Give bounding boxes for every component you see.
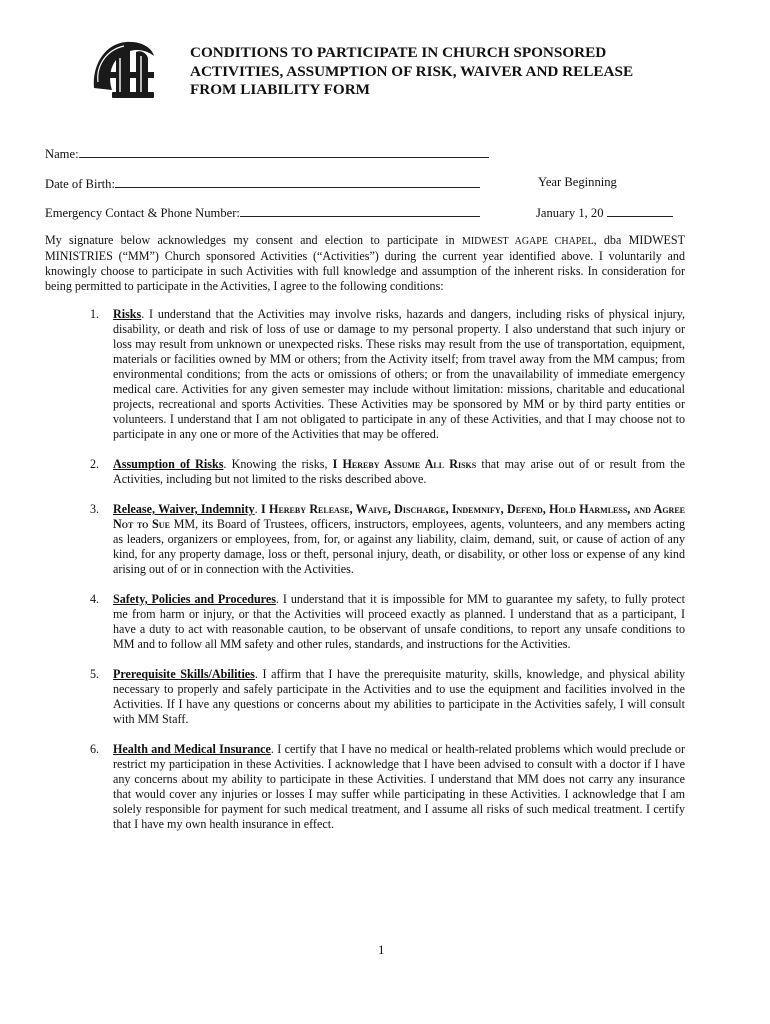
condition-safety-policies: 4. Safety, Policies and Procedures. I understand that it is impossible for MM to guarantee my safety, to fully protect me from harm or injury, or that the Activities will proceed exactly as planned. I understand that as a participant, I have a duty to act with reasonable caution, to be observant of unsafe conditions, to report any unsafe conditions to MM and to follow all MM safety and other rules, standards, and instructions for the Activities. bbox=[90, 592, 686, 651]
dob-input-line[interactable] bbox=[115, 175, 480, 188]
title-line-3: FROM LIABILITY FORM bbox=[190, 81, 371, 98]
condition-risks: 1. Risks. I understand that the Activities may involve risks, hazards and dangers, including risks of physical injury, disability, or death and risk of loss of use or damage to my personal property. I also understand that such injury or loss may result from unknown or unexpected risks. These risks may result from the use of transportation, equipment, materials or facilities owned by MM or others; from the Activity itself; from travel away from the MM campus; from environmental conditions; from the acts or omissions of others; or from the unavailability of immediate emergency medical care. Activities for any given semester may include without limitation: missions, charitable and educational projects, recreational and sports Activities. These Activities may be sponsored by MM or by third party entities or volunteers. I understand that I am not obligated to participate in any of these Activities, and that I may choose not to participate in any one or more of the Activities that may be offered. bbox=[90, 307, 685, 441]
dob-field bbox=[45, 175, 480, 192]
year-input-line[interactable] bbox=[607, 204, 673, 217]
church-logo-icon bbox=[86, 36, 162, 102]
name-field bbox=[45, 145, 489, 162]
condition-assumption-of-risks: 2. Assumption of Risks. Knowing the risks, I Hereby Assume All Risks that may arise out of or result from the Activities, including but not limited to the risks described above. bbox=[90, 457, 685, 486]
dob-label: Date of Birth: bbox=[45, 177, 115, 191]
condition-prerequisite-skills: 5. Prerequisite Skills/Abilities. I affirm that I have the prerequisite maturity, skills, knowledge, and physical ability necessary to properly and safely participate in the Activities and to use the equipment and facilities involved in the Activities. If I have any questions or concerns about my abilities to participate in the Activities safely, I will consult with MM Staff. bbox=[90, 667, 685, 726]
title-line-2: ACTIVITIES, ASSUMPTION OF RISK, WAIVER AND RELEASE bbox=[190, 62, 634, 80]
title-line-1: CONDITIONS TO PARTICIPATE IN CHURCH SPONSORED bbox=[190, 44, 607, 61]
chapel-name: MIDWEST AGAPE CHAPEL bbox=[461, 236, 594, 247]
emergency-contact-field bbox=[45, 204, 480, 221]
year-date-field bbox=[536, 204, 673, 221]
name-label: Name: bbox=[45, 147, 79, 161]
intro-paragraph: My signature below acknowledges my consent and election to participate in MIDWEST AGAPE CHAPEL, dba MIDWEST MINISTRIES (“MM”) Church sponsored Activities (“Activities”) during the current year identified above. I voluntarily and knowingly choose to participate in such Activities with full knowledge and assumption of the inherent risks. In consideration for being permitted to participate in the Activities, I agree to the following conditions: bbox=[45, 233, 685, 293]
emergency-contact-input-line[interactable] bbox=[240, 204, 480, 217]
condition-release-waiver-indemnity: 3. Release, Waiver, Indemnity. I Hereby Release, Waive, Discharge, Indemnify, Defend, Hold Harmless, and Agree Not to Sue MM, its Board of Trustees, officers, instructors, employees, agents, volunteers, and any members acting as leaders, organizers or employees, from, for, or against any liability, claim, demand, suit, or cause of action of any kind, for any property damage, loss or theft, personal injury, death, or disability, or other loss or expense of any kind arising out of or in connection with the Activities. bbox=[90, 502, 686, 576]
year-beginning-label: Year Beginning bbox=[538, 175, 617, 189]
condition-health-insurance: 6. Health and Medical Insurance. I certify that I have no medical or health-related problems which would preclude or restrict my participation in these Activities. I acknowledge that I have been advised to consult with a doctor if I have any concerns about my ability to participate in these Activities. I understand that MM does not carry any insurance that would cover any injuries or losses I may suffer while participating in these Activities. I acknowledge that I am solely responsible for payment for such medical treatment, and I assume all risks of such medical treatment. I certify that I have my own health insurance in effect. bbox=[90, 742, 685, 831]
page-number: 1 bbox=[378, 942, 385, 957]
year-date-label: January 1, 20 bbox=[536, 206, 604, 220]
document-title bbox=[190, 44, 690, 100]
conditions-list bbox=[45, 307, 685, 847]
emergency-contact-label: Emergency Contact & Phone Number: bbox=[45, 206, 240, 220]
name-input-line[interactable] bbox=[79, 145, 489, 158]
